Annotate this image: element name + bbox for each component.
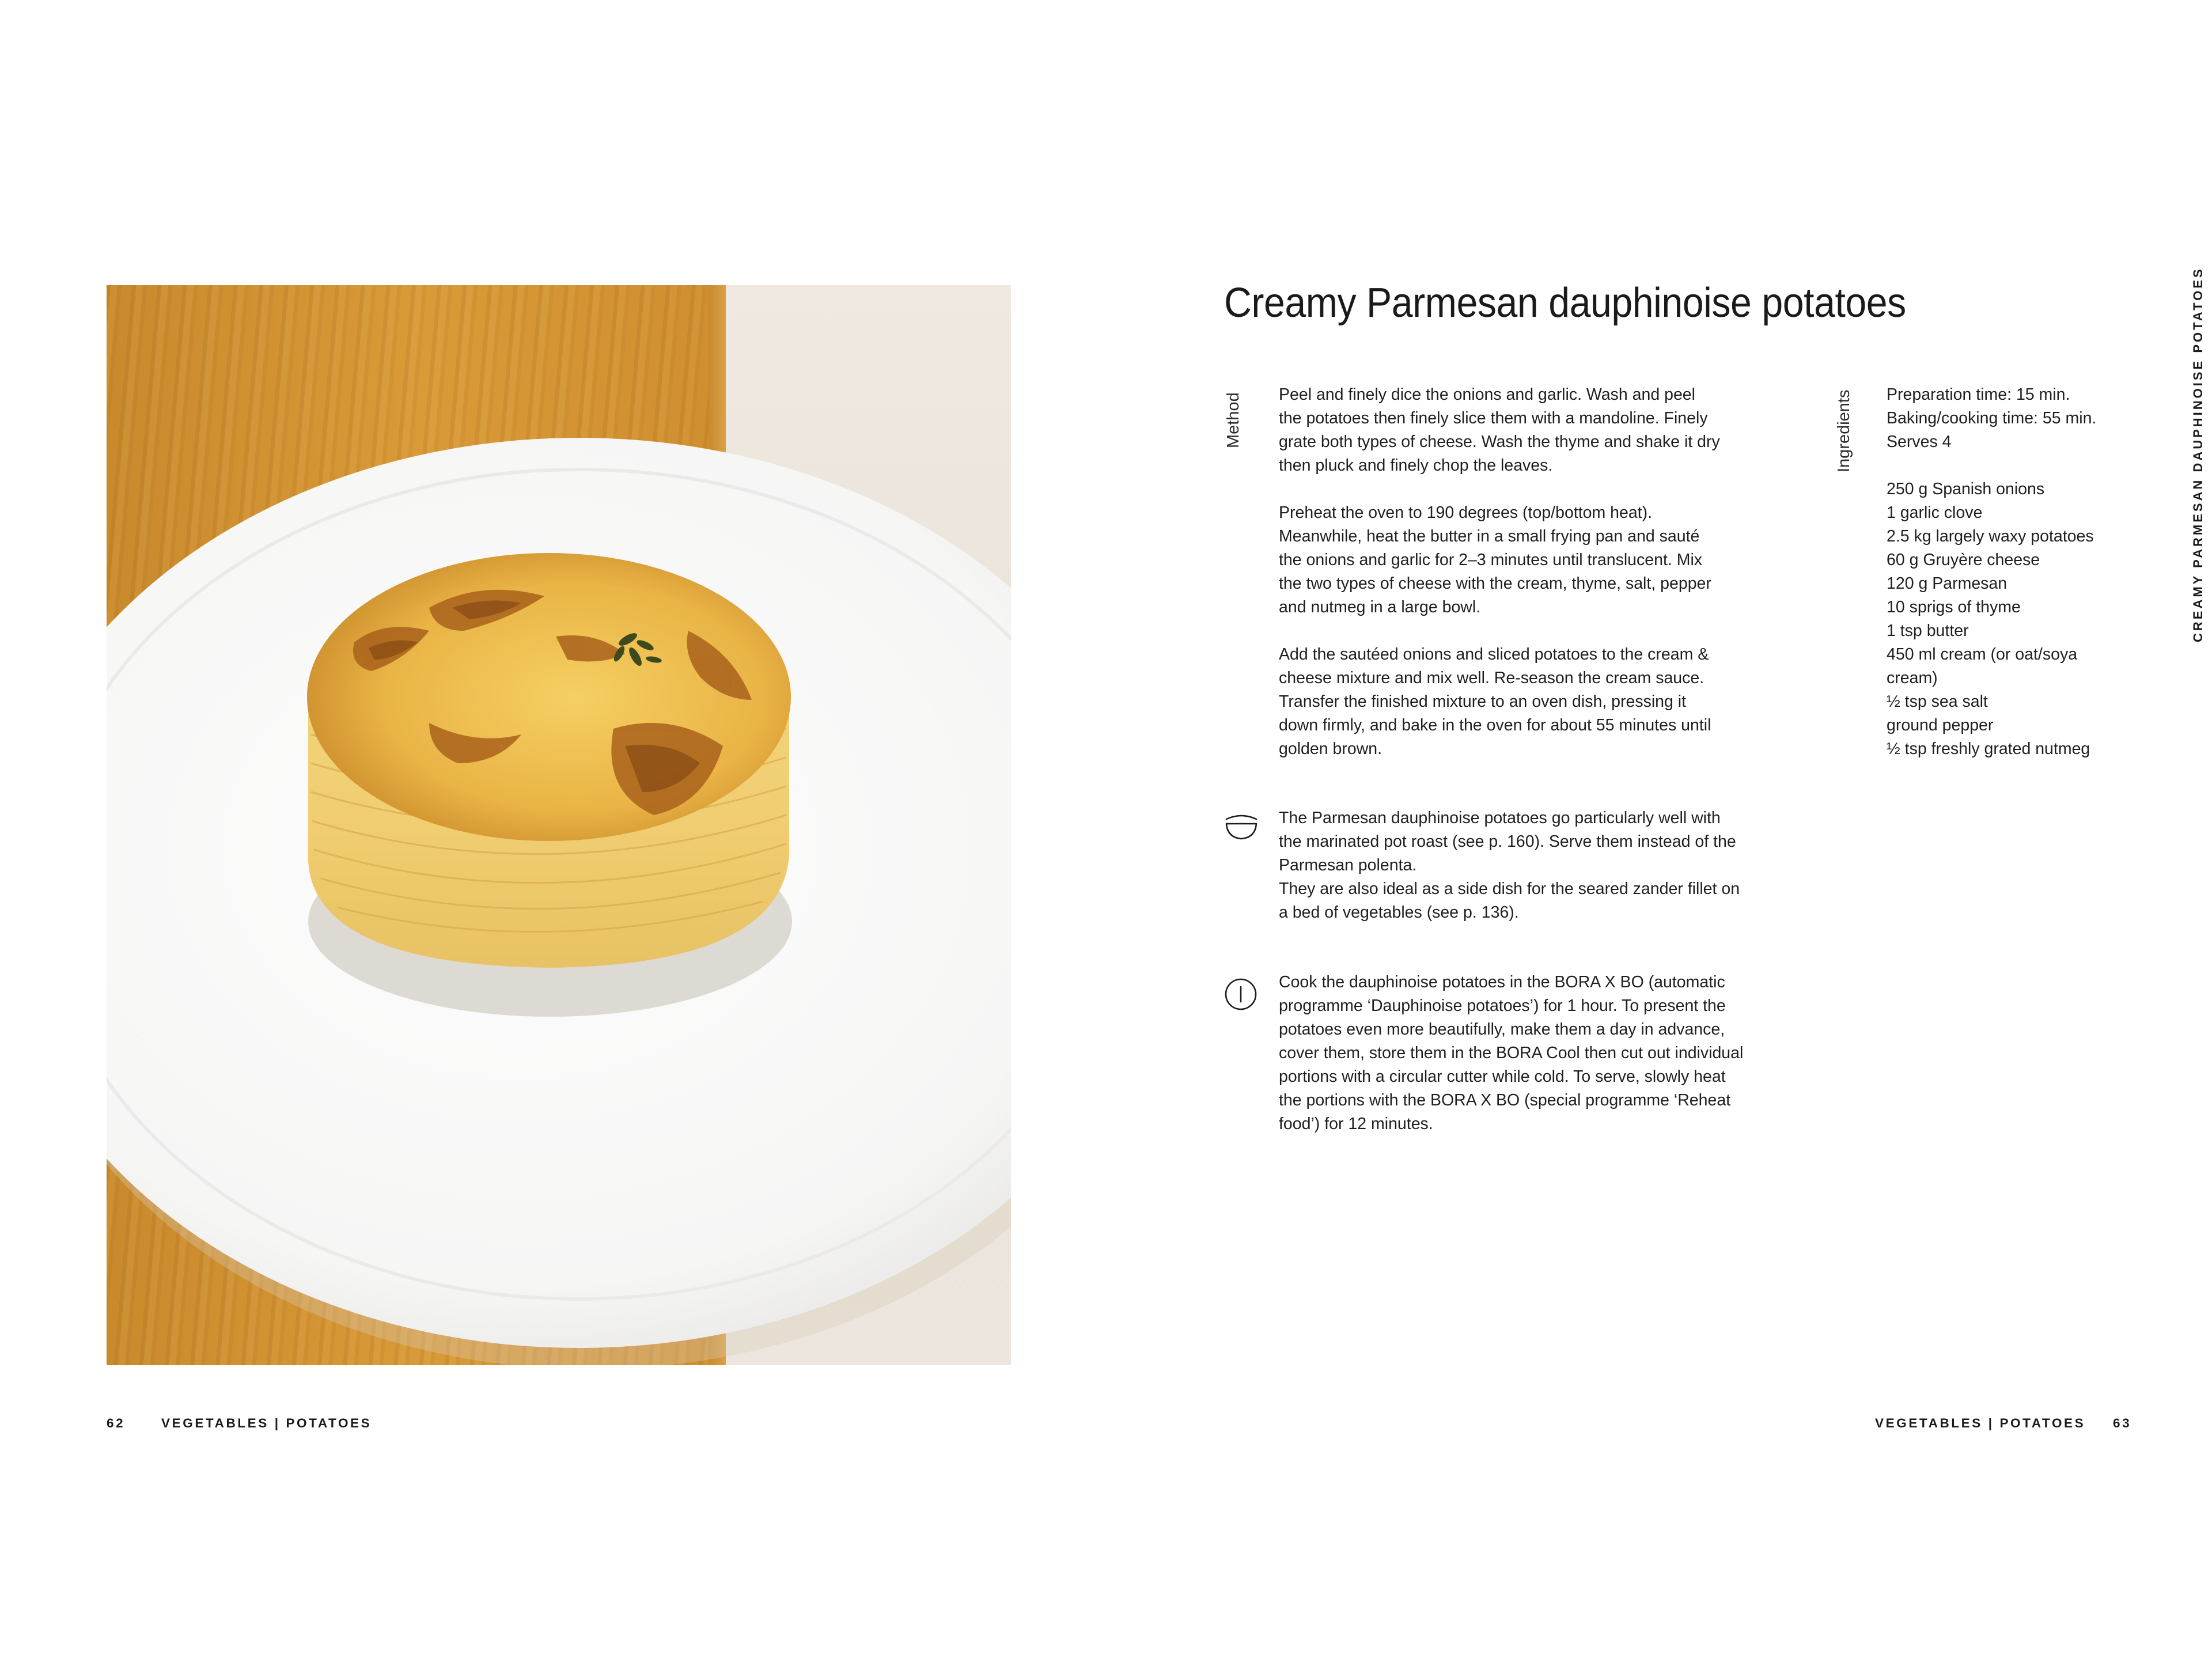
text-line: golden brown. [1279,740,1382,758]
method-step-1 [1279,383,1751,478]
recipe-photo [107,285,1011,1365]
text-line: Preheat the oven to 190 degrees (top/bottom heat). [1279,503,1653,522]
text-line: the marinated pot roast (see p. 160). Serve them instead of the [1279,832,1736,851]
servings: Serves 4 [1887,433,1952,451]
ingredient-item: 60 g Gruyère cheese [1887,551,2040,569]
recipe-facts [1887,383,2140,454]
ingredient-item: 10 sprigs of thyme [1887,598,2021,616]
text-line: Transfer the finished mixture to an oven dish, pressing it [1279,692,1687,711]
text-line: food’) for 12 minutes. [1279,1115,1433,1133]
gratin-top [307,553,791,841]
text-line: the two types of cheese with the cream, thyme, salt, pepper [1279,574,1711,593]
left-page-number: 62 [107,1416,126,1430]
ingredient-item: 450 ml cream (or oat/soya [1887,645,2078,664]
text-line: They are also ideal as a side dish for the seared zander fillet on [1279,880,1740,898]
serving-suggestion [1279,806,1751,925]
text-line: Peel and finely dice the onions and garlic. Wash and peel [1279,385,1695,404]
text-line: then pluck and finely chop the leaves. [1279,456,1553,475]
text-line: Parmesan polenta. [1279,856,1417,874]
method-step-3 [1279,643,1751,761]
text-line: cover them, store them in the BORA Cool then cut out individual [1279,1044,1744,1062]
info-icon [1224,978,1257,1011]
ingredient-item: 1 garlic clove [1887,503,1983,522]
ingredient-item: ground pepper [1887,716,1994,734]
right-page-number: 63 [2113,1416,2132,1430]
ingredient-item: ½ tsp freshly grated nutmeg [1887,740,2090,758]
left-section-label: VEGETABLES | POTATOES [161,1416,372,1430]
ingredient-item: 250 g Spanish onions [1887,480,2045,498]
text-line: the onions and garlic for 2–3 minutes until translucent. Mix [1279,551,1703,569]
recipe-title: Creamy Parmesan dauphinoise potatoes [1224,280,1906,326]
ingredient-item: 2.5 kg largely waxy potatoes [1887,527,2094,546]
method-label: Method [1224,392,1243,448]
plate-illustration [107,285,1011,1365]
running-side-title: CREAMY PARMESAN DAUPHINOISE POTATOES [2191,267,2205,642]
text-line: portions with a circular cutter while cold. To serve, slowly heat [1279,1067,1726,1086]
ingredient-item: 120 g Parmesan [1887,574,2008,593]
method-section [1279,383,1751,785]
right-section-label: VEGETABLES | POTATOES [1875,1416,2086,1430]
ingredient-item: 1 tsp butter [1887,622,1969,640]
appliance-tip [1279,971,1774,1136]
cook-time: Baking/cooking time: 55 min. [1887,409,2097,427]
text-line: down firmly, and bake in the oven for about 55 minutes until [1279,716,1711,734]
text-line: grate both types of cheese. Wash the thyme and shake it dry [1279,433,1720,451]
ingredients-label: Ingredients [1835,389,1853,472]
method-step-2 [1279,501,1751,619]
text-line: cheese mixture and mix well. Re-season the cream sauce. [1279,669,1705,687]
text-line: a bed of vegetables (see p. 136). [1279,903,1519,922]
ingredient-list [1887,478,2140,761]
text-line: potatoes even more beautifully, make them a day in advance, [1279,1020,1725,1039]
prep-time: Preparation time: 15 min. [1887,385,2070,404]
text-line: Cook the dauphinoise potatoes in the BORA X BO (automatic [1279,973,1725,991]
bowl-icon [1224,811,1259,841]
text-line: Add the sautéed onions and sliced potatoes to the cream & [1279,645,1709,664]
text-line: the portions with the BORA X BO (special programme ‘Reheat [1279,1091,1731,1109]
text-line: and nutmeg in a large bowl. [1279,598,1481,616]
text-line: the potatoes then finely slice them with a mandoline. Finely [1279,409,1708,427]
text-line: programme ‘Dauphinoise potatoes’) for 1 hour. To present the [1279,997,1726,1015]
text-line: Meanwhile, heat the butter in a small frying pan and sauté [1279,527,1700,546]
ingredient-item: ½ tsp sea salt [1887,692,1988,711]
text-line: The Parmesan dauphinoise potatoes go particularly well with [1279,809,1721,827]
ingredient-item: cream) [1887,669,1938,687]
